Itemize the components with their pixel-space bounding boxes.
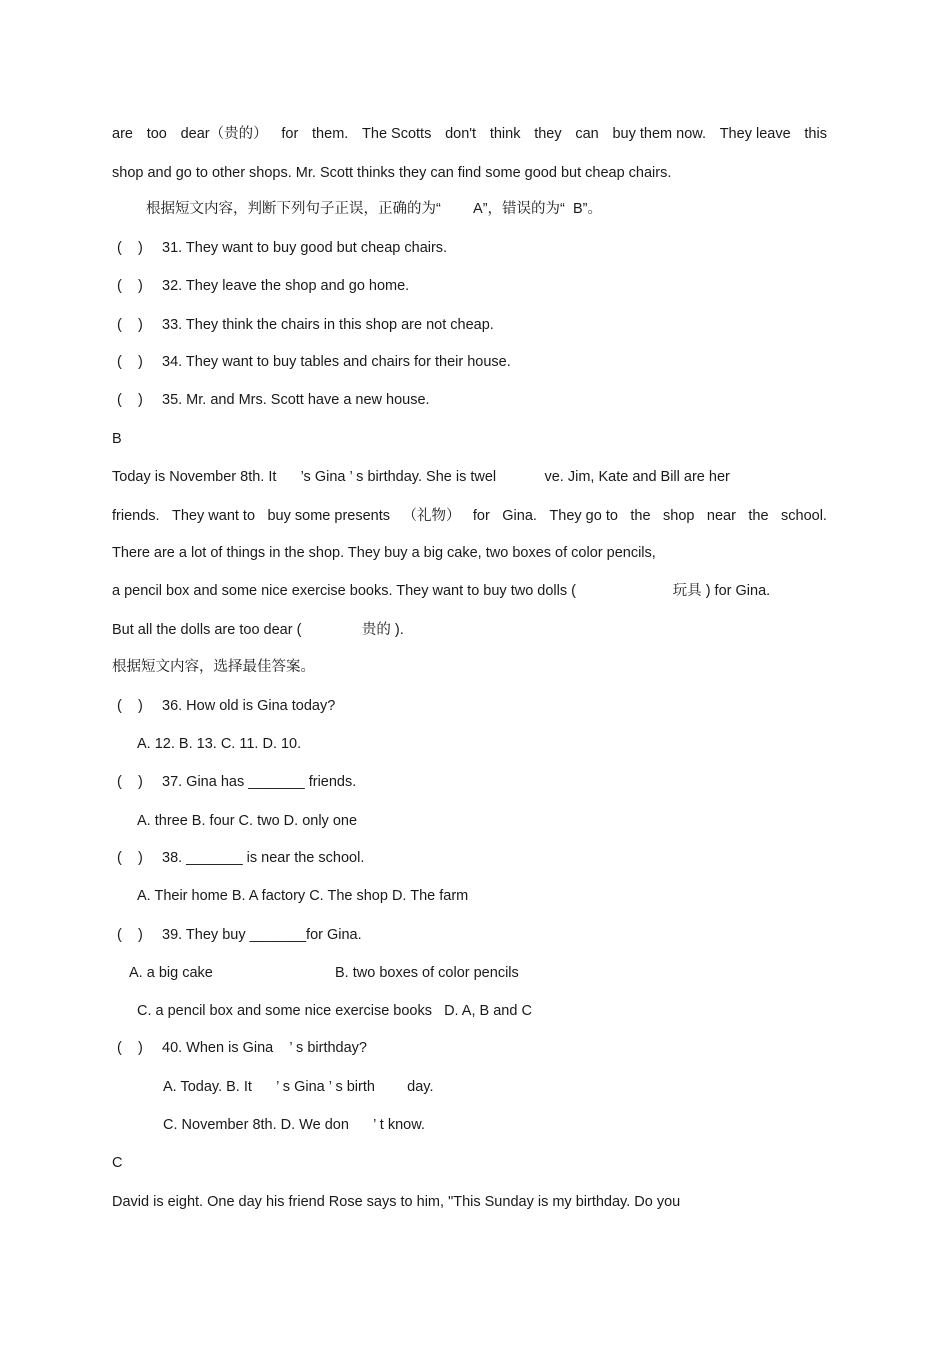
answer-paren[interactable]: ( ) [117, 240, 143, 256]
options-c-d: C. a pencil box and some nice exercise books D. A, B and C [137, 1003, 532, 1019]
word: them. [312, 126, 349, 142]
word: The Scotts [362, 126, 432, 142]
answer-paren[interactable]: ( ) [117, 850, 143, 866]
answer-paren[interactable]: ( ) [117, 354, 143, 370]
word: friends. [112, 508, 160, 524]
passage-a-instruction: 根据短文内容，判断下列句子正误，正确的为“ A”，错误的为“ B”。 [146, 201, 602, 217]
word: buy them now. [612, 126, 706, 142]
options-a-b: A. Today. B. It ’ s Gina ’ s birth day. [163, 1079, 434, 1095]
section-heading-b: B [112, 431, 122, 447]
word: school. [781, 508, 827, 524]
passage-b-line-1: Today is November 8th. It ’s Gina ’ s birthday. She is twel ve. Jim, Kate and Bill are her [112, 469, 730, 485]
answer-paren[interactable]: ( ) [117, 392, 143, 408]
answer-paren[interactable]: ( ) [117, 278, 143, 294]
word: too [146, 126, 167, 142]
question-text: 31. They want to buy good but cheap chairs. [162, 240, 448, 256]
word: dear（贵的） [180, 126, 268, 142]
word: （礼物） [402, 508, 461, 524]
word: think [489, 126, 521, 142]
passage-a-line-1 [112, 125, 827, 143]
word: for [281, 126, 299, 142]
answer-paren[interactable]: ( ) [117, 317, 143, 333]
question-text: 33. They think the chairs in this shop are not cheap. [162, 317, 494, 333]
word: can [575, 126, 599, 142]
answer-paren[interactable]: ( ) [117, 927, 143, 943]
question-text: 34. They want to buy tables and chairs for their house. [162, 354, 511, 370]
question-options: A. 12. B. 13. C. 11. D. 10. [137, 736, 302, 752]
word: shop [663, 508, 695, 524]
word: near [706, 508, 736, 524]
word: are [112, 126, 133, 142]
passage-b-line-2 [112, 507, 827, 525]
question-options: A. Their home B. A factory C. The shop D. The farm [137, 888, 469, 904]
question-text: 38. _______ is near the school. [162, 850, 365, 866]
answer-paren[interactable]: ( ) [117, 774, 143, 790]
passage-b-line-5: But all the dolls are too dear ( 贵的 ). [112, 622, 404, 638]
word: They want to [172, 508, 256, 524]
question-text: 40. When is Gina ’ s birthday? [162, 1040, 367, 1056]
word: the [630, 508, 651, 524]
word: buy some presents [267, 508, 390, 524]
word: They leave [719, 126, 791, 142]
option-b: B. two boxes of color pencils [335, 965, 519, 981]
passage-b-instruction: 根据短文内容，选择最佳答案。 [112, 659, 315, 675]
section-heading-c: C [112, 1155, 123, 1171]
question-text: 36. How old is Gina today? [162, 698, 336, 714]
word: this [804, 126, 827, 142]
word: the [748, 508, 769, 524]
word: Gina. [502, 508, 537, 524]
passage-b-line-4: a pencil box and some nice exercise books. They want to buy two dolls ( 玩具 ) for Gina. [112, 583, 771, 599]
passage-b-line-3: There are a lot of things in the shop. They buy a big cake, two boxes of color pencils, [112, 545, 656, 561]
word: they [534, 126, 562, 142]
question-text: 35. Mr. and Mrs. Scott have a new house. [162, 392, 430, 408]
word: don't [445, 126, 477, 142]
answer-paren[interactable]: ( ) [117, 698, 143, 714]
question-options: A. three B. four C. two D. only one [137, 813, 358, 829]
question-text: 32. They leave the shop and go home. [162, 278, 410, 294]
word: for [472, 508, 490, 524]
question-text: 39. They buy _______for Gina. [162, 927, 362, 943]
question-text: 37. Gina has _______ friends. [162, 774, 357, 790]
answer-paren[interactable]: ( ) [117, 1040, 143, 1056]
options-c-d: C. November 8th. D. We don ’ t know. [163, 1117, 425, 1133]
option-a: A. a big cake [129, 965, 213, 981]
word: They go to [549, 508, 618, 524]
passage-c-line-1: David is eight. One day his friend Rose says to him, "This Sunday is my birthday. Do you [112, 1194, 681, 1210]
passage-a-line-2: shop and go to other shops. Mr. Scott thinks they can find some good but cheap chairs. [112, 165, 672, 181]
